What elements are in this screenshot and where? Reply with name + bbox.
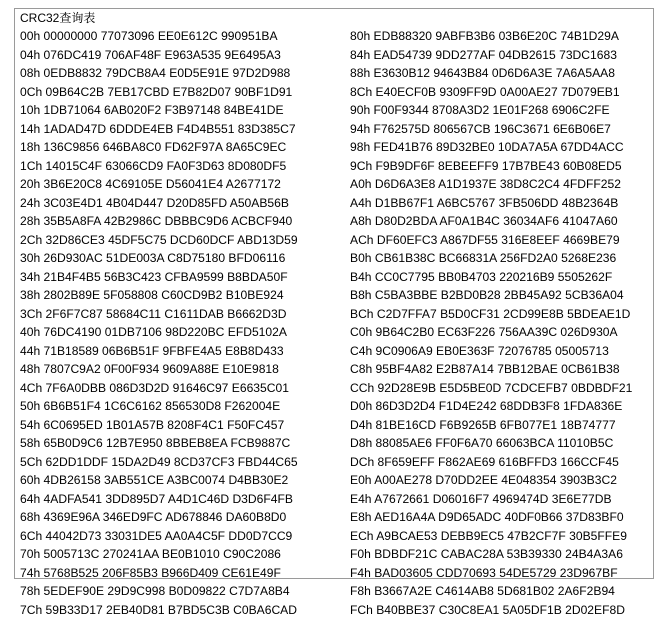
table-row: 74h 5768B525 206F85B3 B966D409 CE61E49F (20, 564, 298, 583)
table-row: A8h D80D2BDA AF0A1B4C 36034AF6 41047A60 (350, 212, 632, 231)
table-row: 54h 6C0695ED 1B01A57B 8208F4C1 F50FC457 (20, 416, 298, 435)
table-row: 10h 1DB71064 6AB020F2 F3B97148 84BE41DE (20, 101, 298, 120)
table-row: 24h 3C03E4D1 4B04D447 D20D85FD A50AB56B (20, 194, 298, 213)
table-row: 0Ch 09B64C2B 7EB17CBD E7B82D07 90BF1D91 (20, 83, 298, 102)
table-row: 50h 6B6B51F4 1C6C6162 856530D8 F262004E (20, 397, 298, 416)
table-row: 48h 7807C9A2 0F00F934 9609A88E E10E9818 (20, 360, 298, 379)
table-row: 98h FED41B76 89D32BE0 10DA7A5A 67DD4ACC (350, 138, 632, 157)
table-title: CRC32查询表 (20, 10, 95, 26)
table-row: CCh 92D28E9B E5D5BE0D 7CDCEFB7 0BDBDF21 (350, 379, 632, 398)
table-row: 80h EDB88320 9ABFB3B6 03B6E20C 74B1D29A (350, 27, 632, 46)
table-row: BCh C2D7FFA7 B5D0CF31 2CD99E8B 5BDEAE1D (350, 305, 632, 324)
table-row: 1Ch 14015C4F 63066CD9 FA0F3D63 8D080DF5 (20, 157, 298, 176)
table-row: 44h 71B18589 06B6B51F 9FBFE4A5 E8B8D433 (20, 342, 298, 361)
table-row: 00h 00000000 77073096 EE0E612C 990951BA (20, 27, 298, 46)
table-row: D0h 86D3D2D4 F1D4E242 68DDB3F8 1FDA836E (350, 397, 632, 416)
table-row: F0h BDBDF21C CABAC28A 53B39330 24B4A3A6 (350, 545, 632, 564)
table-row: 64h 4ADFA541 3DD895D7 A4D1C46D D3D6F4FB (20, 490, 298, 509)
table-row: E0h A00AE278 D70DD2EE 4E048354 3903B3C2 (350, 471, 632, 490)
table-row: B0h CB61B38C BC66831A 256FD2A0 5268E236 (350, 249, 632, 268)
table-row: 08h 0EDB8832 79DCB8A4 E0D5E91E 97D2D988 (20, 64, 298, 83)
table-row: 40h 76DC4190 01DB7106 98D220BC EFD5102A (20, 323, 298, 342)
table-row: B8h C5BA3BBE B2BD0B28 2BB45A92 5CB36A04 (350, 286, 632, 305)
table-row: C0h 9B64C2B0 EC63F226 756AA39C 026D930A (350, 323, 632, 342)
table-row: 8Ch E40ECF0B 9309FF9D 0A00AE27 7D079EB1 (350, 83, 632, 102)
table-row: 90h F00F9344 8708A3D2 1E01F268 6906C2FE (350, 101, 632, 120)
table-row: F8h B3667A2E C4614AB8 5D681B02 2A6F2B94 (350, 582, 632, 601)
table-row: 7Ch 59B33D17 2EB40D81 B7BD5C3B C0BA6CAD (20, 601, 298, 619)
table-row: 04h 076DC419 706AF48F E963A535 9E6495A3 (20, 46, 298, 65)
table-row: 2Ch 32D86CE3 45DF5C75 DCD60DCF ABD13D59 (20, 231, 298, 250)
table-row: 78h 5EDEF90E 29D9C998 B0D09822 C7D7A8B4 (20, 582, 298, 601)
table-row: 28h 35B5A8FA 42B2986C DBBBC9D6 ACBCF940 (20, 212, 298, 231)
table-row: 6Ch 44042D73 33031DE5 AA0A4C5F DD0D7CC9 (20, 527, 298, 546)
table-row: 5Ch 62DD1DDF 15DA2D49 8CD37CF3 FBD44C65 (20, 453, 298, 472)
table-row: E4h A7672661 D06016F7 4969474D 3E6E77DB (350, 490, 632, 509)
table-row: ECh A9BCAE53 DEBB9EC5 47B2CF7F 30B5FFE9 (350, 527, 632, 546)
table-row: B4h CC0C7795 BB0B4703 220216B9 5505262F (350, 268, 632, 287)
table-row: 68h 4369E96A 346ED9FC AD678846 DA60B8D0 (20, 508, 298, 527)
table-row: D8h 88085AE6 FF0F6A70 66063BCA 11010B5C (350, 434, 632, 453)
table-row: 3Ch 2F6F7C87 58684C11 C1611DAB B6662D3D (20, 305, 298, 324)
table-row: 58h 65B0D9C6 12B7E950 8BBEB8EA FCB9887C (20, 434, 298, 453)
table-row: 30h 26D930AC 51DE003A C8D75180 BFD06116 (20, 249, 298, 268)
table-row: 88h E3630B12 94643B84 0D6D6A3E 7A6A5AA8 (350, 64, 632, 83)
table-row: A0h D6D6A3E8 A1D1937E 38D8C2C4 4FDFF252 (350, 175, 632, 194)
table-row: 70h 5005713C 270241AA BE0B1010 C90C2086 (20, 545, 298, 564)
table-row: 60h 4DB26158 3AB551CE A3BC0074 D4BB30E2 (20, 471, 298, 490)
table-row: DCh 8F659EFF F862AE69 616BFFD3 166CCF45 (350, 453, 632, 472)
table-row: D4h 81BE16CD F6B9265B 6FB077E1 18B74777 (350, 416, 632, 435)
table-row: F4h BAD03605 CDD70693 54DE5729 23D967BF (350, 564, 632, 583)
right-column (350, 27, 632, 619)
table-row: 38h 2802B89E 5F058808 C60CD9B2 B10BE924 (20, 286, 298, 305)
table-row: 34h 21B4F4B5 56B3C423 CFBA9599 B8BDA50F (20, 268, 298, 287)
table-row: C4h 9C0906A9 EB0E363F 72076785 05005713 (350, 342, 632, 361)
table-row: 94h F762575D 806567CB 196C3671 6E6B06E7 (350, 120, 632, 139)
table-row: 9Ch F9B9DF6F 8EBEEFF9 17B7BE43 60B08ED5 (350, 157, 632, 176)
table-row: 20h 3B6E20C8 4C69105E D56041E4 A2677172 (20, 175, 298, 194)
table-row: C8h 95BF4A82 E2B87A14 7BB12BAE 0CB61B38 (350, 360, 632, 379)
table-row: ACh DF60EFC3 A867DF55 316E8EEF 4669BE79 (350, 231, 632, 250)
table-row: 14h 1ADAD47D 6DDDE4EB F4D4B551 83D385C7 (20, 120, 298, 139)
table-row: 4Ch 7F6A0DBB 086D3D2D 91646C97 E6635C01 (20, 379, 298, 398)
table-row: E8h AED16A4A D9D65ADC 40DF0B66 37D83BF0 (350, 508, 632, 527)
table-row: 84h EAD54739 9DD277AF 04DB2615 73DC1683 (350, 46, 632, 65)
table-row: 18h 136C9856 646BA8C0 FD62F97A 8A65C9EC (20, 138, 298, 157)
table-row: FCh B40BBE37 C30C8EA1 5A05DF1B 2D02EF8D (350, 601, 632, 619)
table-row: A4h D1BB67F1 A6BC5767 3FB506DD 48B2364B (350, 194, 632, 213)
left-column (20, 27, 298, 619)
